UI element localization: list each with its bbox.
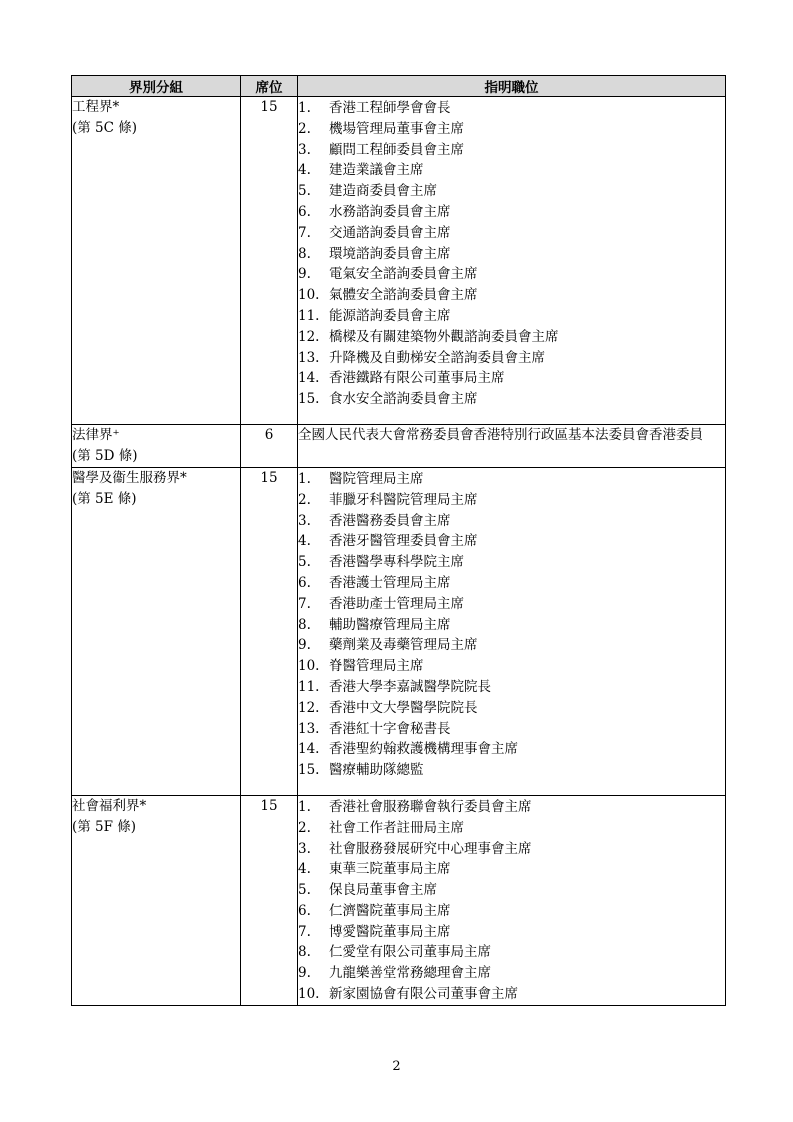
table-row-legal [72,424,726,467]
item-text: 香港鐵路有限公司董事局主席 [329,370,505,387]
posts-cell [298,467,726,795]
item-number: 6. [298,902,311,919]
list-item [298,839,725,860]
item-number: 12. [298,699,320,716]
seats-cell: 6 [241,424,298,467]
item-text: 社會工作者註冊局主席 [329,819,464,836]
list-item [298,389,725,410]
item-text: 藥劑業及毒藥管理局主席 [329,637,478,654]
item-number: 6. [298,203,311,220]
list-item [298,615,725,636]
sector-cell [72,467,241,795]
item-number: 1. [298,100,311,116]
item-number: 14. [298,741,320,758]
posts-cell [298,97,726,425]
list-item [298,942,725,963]
list-item [298,635,725,656]
list-item [298,719,725,740]
item-number: 3. [298,840,311,857]
item-number: 2. [298,491,311,508]
list-item [298,677,725,698]
list-item [298,963,725,984]
list-item [298,348,725,369]
item-text: 香港中文大學醫學院院長 [329,699,478,716]
item-number: 5. [298,882,311,899]
list-item [298,285,725,306]
sector-section: (第 5F 條) [72,818,137,835]
header-sector: 界別分組 [72,76,241,97]
table-header-row [72,76,726,97]
sector-cell [72,795,241,1005]
item-number: 4. [298,533,311,550]
list-item [298,511,725,532]
item-number: 8. [298,616,311,633]
item-text: 電氣安全諮詢委員會主席 [329,266,478,283]
item-number: 9. [298,965,311,982]
item-text: 社會服務發展研究中心理事會主席 [329,840,532,857]
item-number: 7. [298,595,311,612]
item-number: 13. [298,349,320,366]
list-item [298,901,725,922]
item-number: 7. [298,224,311,241]
sector-name: 工程界* [72,99,120,115]
seats-cell: 15 [241,795,298,1005]
item-text: 香港護士管理局主席 [329,574,451,591]
table-row-social-welfare [72,795,726,1005]
item-text: 機場管理局董事會主席 [329,120,464,137]
list-item [298,880,725,901]
item-number: 12. [298,328,320,345]
page-number: 2 [392,1059,401,1074]
item-number: 15. [298,391,320,408]
list-item [298,119,725,140]
header-posts: 指明職位 [298,76,726,97]
item-number: 8. [298,245,311,262]
item-number: 15. [298,762,320,779]
item-text: 香港牙醫管理委員會主席 [329,533,478,550]
sector-section: (第 5E 條) [72,490,137,507]
item-number: 10. [298,658,320,675]
sector-section: (第 5D 條) [72,447,138,464]
item-number: 4. [298,162,311,179]
item-number: 5. [298,554,311,571]
item-number: 8. [298,944,311,961]
item-number: 10. [298,287,320,304]
list-item [298,368,725,389]
seats-cell: 15 [241,467,298,795]
item-text: 能源諮詢委員會主席 [329,307,451,324]
posts-cell [298,424,726,467]
item-text: 香港社會服務聯會執行委員會主席 [329,798,532,815]
item-text: 菲臘牙科醫院管理局主席 [329,491,478,508]
item-text: 氣體安全諮詢委員會主席 [329,287,478,304]
item-number: 10. [298,986,320,1003]
item-text: 香港醫務委員會主席 [329,512,451,529]
item-number: 6. [298,574,311,591]
item-number: 1. [298,470,311,487]
designated-posts-table [71,75,726,1006]
item-number: 4. [298,861,311,878]
item-number: 3. [298,512,311,529]
sector-name: 社會福利界* [72,797,147,814]
posts-list [298,97,725,410]
item-text: 香港大學李嘉誠醫學院院長 [329,678,491,695]
sector-name: 醫學及衞生服務界* [72,469,187,486]
item-number: 7. [298,923,311,940]
item-text: 香港助產士管理局主席 [329,595,464,612]
item-text: 交通諮詢委員會主席 [329,224,451,241]
item-text: 香港紅十字會秘書長 [329,720,451,737]
item-text: 水務諮詢委員會主席 [329,203,451,220]
list-item [298,760,725,781]
item-text: 建造商委員會主席 [329,183,437,200]
item-text: 仁濟醫院董事局主席 [329,902,451,919]
item-number: 11. [298,678,320,695]
item-text: 升降機及自動梯安全諮詢委員會主席 [329,349,545,366]
item-text: 醫療輔助隊總監 [329,762,424,779]
item-text: 建造業議會主席 [329,162,424,179]
item-number: 1. [298,798,311,815]
list-item [298,490,725,511]
list-item [298,469,725,490]
item-number: 2. [298,819,311,836]
list-item [298,244,725,265]
item-text: 九龍樂善堂常務總理會主席 [329,965,491,982]
sector-name: 法律界⁺ [72,426,120,443]
list-item [298,160,725,181]
item-text: 東華三院董事局主席 [329,861,451,878]
item-number: 14. [298,370,320,387]
posts-list [298,796,725,1005]
item-text: 博愛醫院董事局主席 [329,923,451,940]
table-row-engineering [72,97,726,425]
item-text: 環境諮詢委員會主席 [329,245,451,262]
list-item [298,984,725,1005]
seats-cell: 15 [241,97,298,425]
list-item [298,140,725,161]
item-text: 脊醫管理局主席 [329,658,424,675]
list-item [298,739,725,760]
sector-cell [72,97,241,425]
item-text: 橋樑及有關建築物外觀諮詢委員會主席 [329,328,559,345]
list-item [298,306,725,327]
table-row-medical [72,467,726,795]
item-text: 仁愛堂有限公司董事局主席 [329,944,491,961]
item-text: 輔助醫療管理局主席 [329,616,451,633]
sector-cell [72,424,241,467]
posts-list [298,468,725,781]
item-text: 香港聖約翰救護機構理事會主席 [329,741,518,758]
list-item [298,594,725,615]
item-text: 香港醫學專科學院主席 [329,554,464,571]
item-number: 11. [298,307,320,324]
post-text: 全國人民代表大會常務委員會香港特別行政區基本法委員會香港委員 [298,426,703,443]
item-text: 醫院管理局主席 [329,470,424,487]
item-number: 3. [298,141,311,158]
list-item [298,531,725,552]
list-item [298,656,725,677]
item-text: 顧問工程師委員會主席 [329,141,464,158]
posts-cell [298,795,726,1005]
item-number: 9. [298,266,311,283]
list-item [298,797,725,818]
list-item [298,922,725,943]
list-item [298,698,725,719]
item-number: 5. [298,183,311,200]
item-text: 保良局董事會主席 [329,882,437,899]
list-item [298,264,725,285]
list-item [298,818,725,839]
list-item [298,181,725,202]
list-item [298,859,725,880]
header-seats: 席位 [241,76,298,97]
item-number: 2. [298,120,311,137]
item-text: 香港工程師學會會長 [329,100,451,116]
item-number: 13. [298,720,320,737]
sector-section: (第 5C 條) [72,120,138,136]
item-text: 新家園協會有限公司董事會主席 [329,986,518,1003]
item-text: 食水安全諮詢委員會主席 [329,391,478,408]
list-item [298,552,725,573]
list-item [298,98,725,119]
list-item [298,223,725,244]
item-number: 9. [298,637,311,654]
list-item [298,202,725,223]
list-item [298,573,725,594]
list-item [298,327,725,348]
